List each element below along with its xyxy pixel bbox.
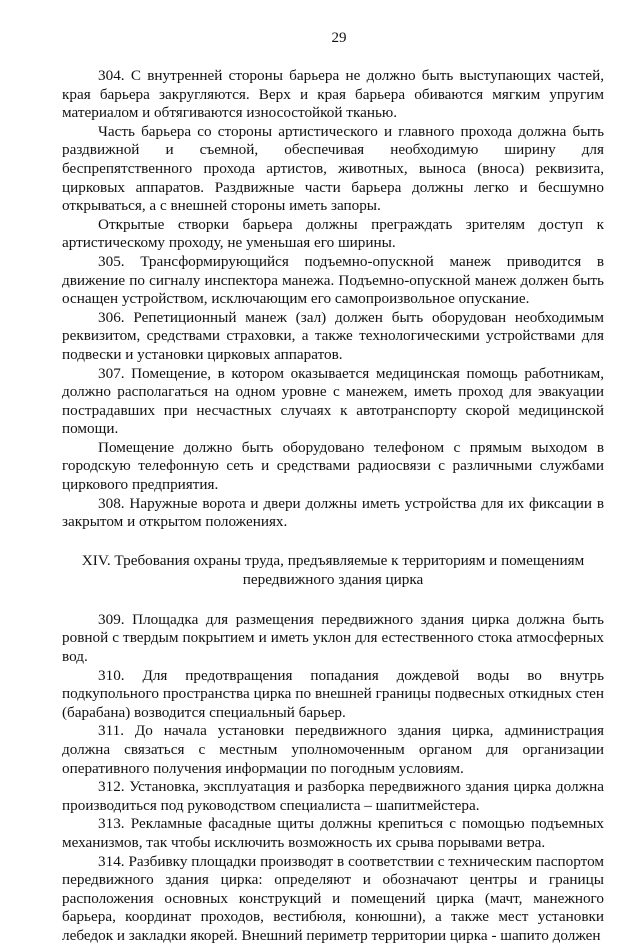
paragraph-phone: Помещение должно быть оборудовано телефоном с прямым выходом в городскую телефонную сеть и средствами радиосвязи с различными службами циркового предприятия. (62, 438, 604, 494)
paragraph-313: 313. Рекламные фасадные щиты должны крепиться с помощью подъемных механизмов, так чтобы исключить возможность их срыва порывами ветра. (62, 815, 604, 851)
paragraph-304: 304. С внутренней стороны барьера не должно быть выступающих частей, края барьера закругляются. Верх и края барьера обиваются мягким упругим материалом и обтягиваются износостойкой тканью. (62, 67, 604, 122)
paragraph-307: 307. Помещение, в котором оказывается медицинская помощь работникам, должно располагаться на одном уровне с манежем, иметь проход для эвакуации пострадавших при несчастных случаях к автотранспорту скорой медицинской помощи. (62, 364, 604, 438)
paragraph-311: 311. До начала установки передвижного здания цирка, администрация должна связаться с местным уполномоченным органом для организации оперативного получения информации по погодным условиям. (62, 722, 604, 777)
paragraph-305: 305. Трансформирующийся подъемно-опускной манеж приводится в движение по сигналу инспектора манежа. Подъемно-опускной манеж должен быть оснащен устройством, исключающим его самопроизвольное опускание. (62, 252, 604, 308)
paragraph-barrier-doors: Открытые створки барьера должны преграждать зрителям доступ к артистическому проходу, не уменьшая его ширины. (62, 215, 604, 252)
section-heading-line1: XIV. Требования охраны труда, предъявляемые к территориям и помещениям (81, 551, 585, 569)
paragraph-314: 314. Разбивку площадки производят в соответствии с техническим паспортом передвижного здания цирка: определяют и обозначают центры и границы расположения основных конструкций и помещений цирка (мачт, манежного барьера, координат проходов, вестибюля, конюшни), а также мест установки лебедок и закладки якорей. Внешний периметр территории цирка - шапито должен (62, 852, 604, 944)
paragraph-308: 308. Наружные ворота и двери должны иметь устройства для их фиксации в закрытом и открытом положениях. (62, 494, 604, 531)
document-page (62, 30, 604, 946)
paragraph-309: 309. Площадка для размещения передвижного здания цирка должна быть ровной с твердым покрытием и иметь уклон для естественного стока атмосферных вод. (62, 610, 604, 666)
paragraph-306: 306. Репетиционный манеж (зал) должен быть оборудован необходимым реквизитом, средствами страховки, а также технологическими устройствами для подвески и установки цирковых аппаратов. (62, 308, 604, 363)
section-heading (62, 551, 604, 589)
paragraph-barrier-parts: Часть барьера со стороны артистического и главного прохода должна быть раздвижной и съемной, обеспечивая необходимую ширину для беспрепятственного прохода артистов, животных, выноса (вноса) реквизита, цирковых аппаратов. Раздвижные части барьера должны легко и бесшумно открываться, а с внешней стороны иметь запоры. (62, 122, 604, 215)
page-number: 29 (331, 30, 347, 46)
section-heading-line2: передвижного здания цирка (242, 570, 424, 588)
paragraph-312: 312. Установка, эксплуатация и разборка передвижного здания цирка должна производиться под руководством специалиста – шапитмейстера. (62, 778, 604, 814)
paragraph-310: 310. Для предотвращения попадания дождевой воды во внутрь подкупольного пространства цирка по внешней границы подвесных откидных стен (барабана) возводится специальный барьер. (62, 666, 604, 721)
